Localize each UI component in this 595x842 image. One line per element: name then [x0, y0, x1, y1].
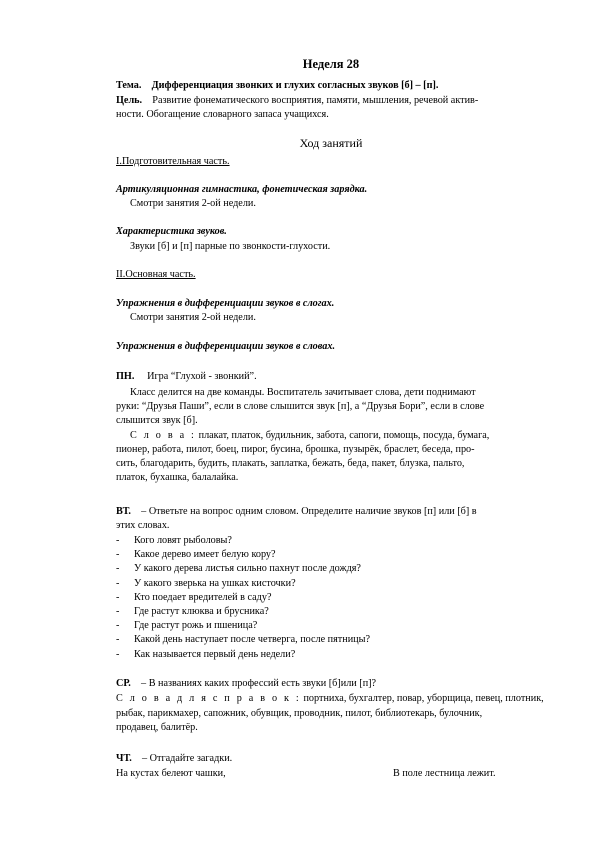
riddle-left: На кустах белеют чашки,	[116, 768, 226, 779]
theme-text: Дифференциация звонких и глухих согласных звуков [б] – [п].	[151, 80, 439, 91]
wednesday-reference-line	[116, 692, 544, 705]
theme-label: Тема.	[116, 80, 142, 91]
tuesday-text-1: – Ответьте на вопрос одним словом. Определите наличие звуков [п] или [б] в	[141, 506, 477, 517]
goal-line	[116, 94, 478, 107]
list-item	[116, 633, 546, 647]
monday-heading	[116, 370, 257, 383]
wednesday-heading	[116, 677, 376, 690]
page-title: Неделя 28	[302, 57, 360, 71]
list-item	[116, 605, 546, 619]
bullet-dash: -	[116, 577, 120, 589]
monday-title: Игра “Глухой - звонкий”.	[147, 371, 257, 382]
wednesday-reference-label: С л о в а д л я с п р а в о к :	[116, 693, 301, 704]
wednesday-text-2: рыбак, парикмахер, сапожник, обувщик, проводник, пилот, библиотекарь, булочник,	[116, 708, 483, 719]
monday-words-3: сить, благодарить, будить, плакать, заплатка, бежать, беда, пакет, блузка, пальто,	[116, 458, 465, 469]
tuesday-heading	[116, 505, 477, 518]
bullet-dash: -	[116, 648, 120, 660]
question-text: У какого зверька на ушках кисточки?	[134, 577, 296, 589]
wednesday-reference-text: портниха, бухгалтер, повар, уборщица, певец, плотник,	[303, 693, 544, 704]
thursday-title: – Отгадайте загадки.	[142, 753, 233, 764]
question-text: Какое дерево имеет белую кору?	[134, 549, 276, 561]
part1-heading: I.Подготовительная часть.	[116, 156, 230, 167]
list-item	[116, 562, 546, 576]
wednesday-text-3: продавец, балитёр.	[116, 722, 198, 733]
bullet-dash: -	[116, 591, 120, 603]
list-item	[116, 619, 546, 633]
question-text: Как называется первый день недели?	[134, 648, 296, 660]
tuesday-text-2: этих словах.	[116, 520, 170, 531]
words-exercise-title: Упражнения в дифференциации звуков в словах.	[116, 341, 335, 352]
thursday-heading	[116, 752, 232, 765]
articulation-title: Артикуляционная гимнастика, фонетическая зарядка.	[116, 184, 368, 195]
bullet-dash: -	[116, 535, 120, 546]
monday-text-2: руки: “Друзья Паши”, если в слове слышится звук [п], а “Друзья Бори”, если в слове	[116, 401, 485, 412]
syllables-exercise-text: Смотри занятия 2-ой недели.	[130, 312, 256, 323]
tuesday-label: ВТ.	[116, 506, 131, 517]
question-text: Где растут клюква и брусника?	[134, 606, 269, 617]
monday-words-2: пионер, работа, пилот, боец, пирог, бусина, брошка, пузырёк, браслет, беседа, про-	[116, 444, 475, 455]
lesson-heading: Ход занятий	[299, 136, 363, 150]
part2-heading: II.Основная часть.	[116, 269, 196, 280]
question-text: Какой день наступает после четверга, после пятницы?	[134, 634, 370, 646]
list-item	[116, 648, 546, 662]
monday-words-line-1	[130, 429, 489, 442]
characteristics-text: Звуки [б] и [п] парные по звонкости-глухости.	[130, 241, 331, 252]
monday-words-label: С л о в а :	[130, 430, 197, 441]
question-text: Кто поедает вредителей в саду?	[134, 591, 272, 603]
monday-label: ПН.	[116, 371, 135, 382]
list-item	[116, 577, 546, 591]
question-text: У какого дерева листья сильно пахнут после дождя?	[134, 563, 361, 575]
list-item	[116, 548, 546, 562]
articulation-text: Смотри занятия 2-ой недели.	[130, 198, 256, 209]
goal-text-1: Развитие фонематического восприятия, памяти, мышления, речевой актив-	[152, 95, 479, 106]
question-text: Где растут рожь и пшеница?	[134, 620, 258, 632]
wednesday-text-1: – В названиях каких профессий есть звуки [б]или [п]?	[141, 678, 377, 689]
monday-words-1: плакат, платок, будильник, забота, сапоги, помощь, посуда, бумага,	[198, 430, 490, 441]
list-item	[116, 534, 546, 548]
wednesday-label: СР.	[116, 678, 131, 689]
theme-line	[116, 79, 438, 92]
goal-text-2: ности. Обогащение словарного запаса учащихся.	[116, 109, 329, 120]
monday-text-3: слышится звук [б].	[116, 415, 198, 426]
syllables-exercise-title: Упражнения в дифференциации звуков в слогах.	[116, 298, 335, 309]
characteristics-title: Характеристика звуков.	[116, 226, 227, 237]
list-item	[116, 591, 546, 605]
goal-label: Цель.	[116, 95, 143, 106]
monday-text-1: Класс делится на две команды. Воспитатель зачитывает слова, дети поднимают	[130, 387, 476, 398]
riddle-right: В поле лестница лежит.	[393, 768, 496, 779]
bullet-dash: -	[116, 563, 120, 575]
bullet-dash: -	[116, 549, 120, 561]
monday-words-4: платок, бухашка, балалайка.	[116, 472, 239, 483]
thursday-label: ЧТ.	[116, 753, 132, 764]
bullet-dash: -	[116, 620, 120, 632]
question-text: Кого ловят рыболовы?	[134, 535, 232, 546]
bullet-dash: -	[116, 634, 120, 646]
bullet-dash: -	[116, 606, 120, 617]
